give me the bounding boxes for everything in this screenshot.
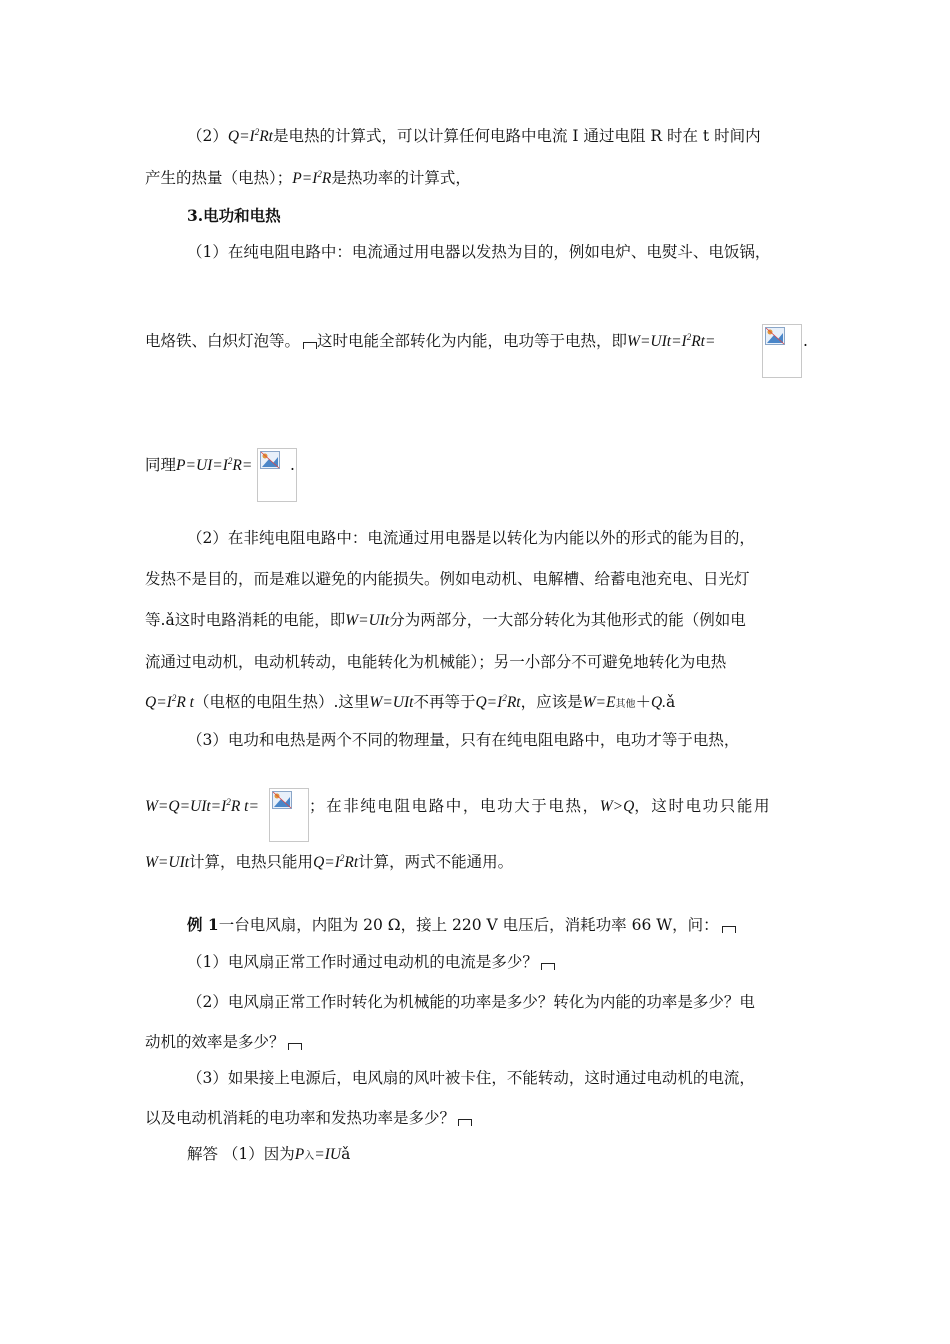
comment-mark-icon[interactable] — [541, 963, 555, 970]
formula: $Q=I^2Rt$ — [227, 127, 273, 145]
para-line: 产生的热量（电热）；$P=I^2R$是热功率的计算式， — [145, 169, 471, 187]
answer-line: 解答 （1）因为P入=IUǎ — [187, 1145, 351, 1163]
formula: $W=UIt=I^2Rt=$ — [627, 332, 716, 350]
para-line: 发热不是目的，而是难以避免的内能损失。例如电动机、电解槽、给蓄电池充电、日光灯 — [145, 570, 750, 588]
question-3: （3）如果接上电源后，电风扇的风叶被卡住，不能转动，这时通过电动机的电流， — [187, 1069, 755, 1087]
section-heading: 3.电功和电热 — [187, 206, 281, 225]
para-line: 同理$P=UI=I^2R=$ — [145, 456, 253, 474]
broken-image-icon — [269, 788, 309, 842]
para-line: 流通过电动机，电动机转动，电能转化为机械能）；另一小部分不可避免地转化为电热 — [145, 653, 727, 671]
para-line: （3）电功和电热是两个不同的物理量，只有在纯电阻电路中，电功才等于电热， — [187, 731, 740, 749]
para-line: W=UIt计算，电热只能用$Q=I^2Rt$计算，两式不能通用。 — [145, 853, 514, 871]
question-2-cont: 动机的效率是多少？ — [145, 1032, 302, 1052]
example-heading: 例 1一台电风扇，内阻为 20 Ω，接上 220 V 电压后，消耗功率 66 W，问： — [187, 915, 736, 935]
question-1: （1）电风扇正常工作时通过电动机的电流是多少？ — [187, 952, 555, 972]
para-line: $Q=I^2R$ t（电枢的电阻生热）.这里W=UIt不再等于$Q=I^2Rt$，应该是W=E其他＋Q.ǎ — [145, 693, 676, 711]
para-line: $(2)Q=I^2Rt$是电热的计算式，可以计算任何电路中电流 I 通过电阻 R 时在 t 时间内 — [187, 127, 761, 145]
formula: $P=UI=I^2R=$ — [176, 456, 253, 474]
comment-mark-icon[interactable] — [458, 1119, 472, 1126]
punct: . — [290, 456, 295, 474]
para-line: 等.ǎ这时电路消耗的电能，即W=UIt分为两部分，一大部分转化为其他形式的能（例如电 — [145, 611, 746, 629]
comment-mark-icon[interactable] — [288, 1043, 302, 1050]
para-line: ；在非纯电阻电路中，电功大于电热，W>Q，这时电功只能用 — [309, 797, 772, 815]
question-3-cont: 以及电动机消耗的电功率和发热功率是多少？ — [145, 1108, 472, 1128]
question-2: （2）电风扇正常工作时转化为机械能的功率是多少？转化为内能的功率是多少？电 — [187, 993, 755, 1011]
comment-mark-icon[interactable] — [722, 926, 736, 933]
punct: . — [803, 332, 808, 350]
para-line: $W=Q=UIt=I^2R$ t= — [145, 797, 259, 815]
broken-image-icon — [762, 324, 802, 378]
para-line: 电烙铁、白炽灯泡等。 这时电能全部转化为内能，电功等于电热，即$W=UIt=I^2Rt=$ — [145, 332, 716, 350]
formula: $P=I^2R$ — [292, 169, 332, 187]
para-line: （1）在纯电阻电路中：电流通过用电器以发热为目的，例如电炉、电熨斗、电饭锅， — [187, 243, 771, 261]
para-line: （2）在非纯电阻电路中：电流通过用电器是以转化为内能以外的形式的能为目的， — [187, 529, 755, 547]
comment-mark-icon[interactable] — [303, 342, 317, 349]
